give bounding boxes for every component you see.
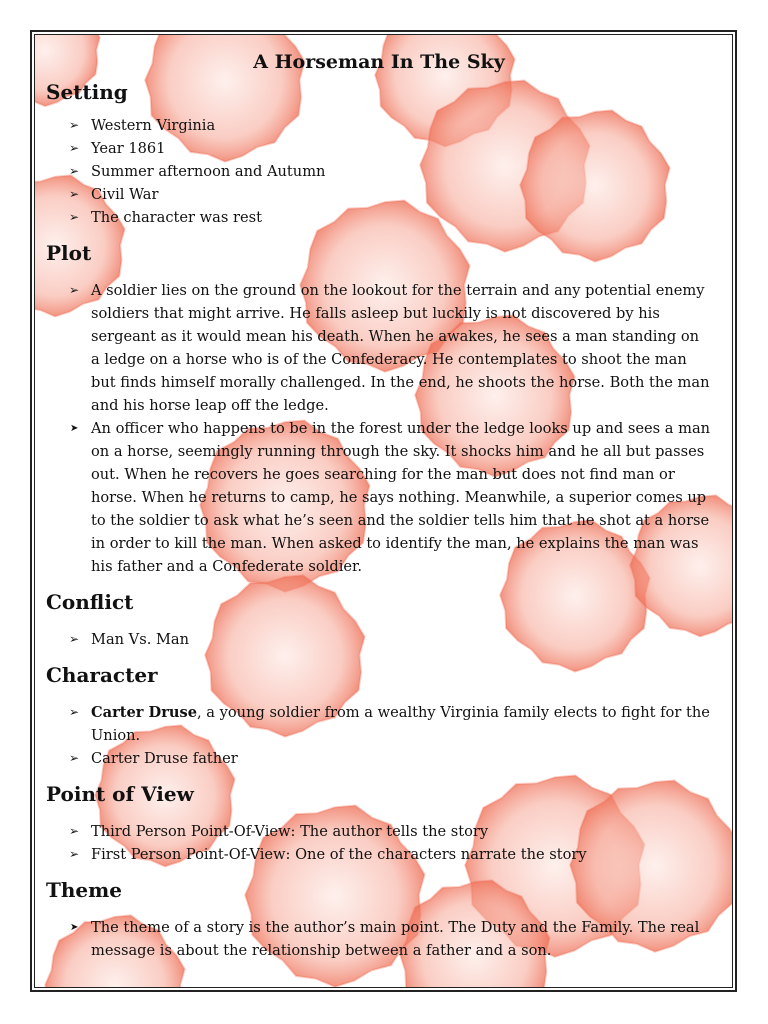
list-item: ➢ Civil War <box>46 183 712 206</box>
page-frame <box>34 34 733 988</box>
list-item: ➢ The character was rest <box>46 206 712 229</box>
list-item: ➢ First Person Point-Of-View: One of the characters narrate the story <box>46 843 712 866</box>
list-item: ➤ An officer who happens to be in the forest under the ledge looks up and sees a man on a horse, seemingly running through the sky. It shocks him and he all but passes out. When he recovers he goes searching for the man but does not find man or horse. When he returns to camp, he says nothing. Meanwhile, a superior comes up to the soldier to ask what he’s seen and the soldier tells him that he shot at a horse in order to kill the man. When asked to identify the man, he explains the man was his father and a Confederate soldier. <box>46 417 712 578</box>
arrow-bullet-icon: ➢ <box>69 141 80 155</box>
list-item: ➤ The theme of a story is the author’s main point. The Duty and the Family. The real message is about the relationship between a father and a son. <box>46 916 712 962</box>
list-item: ➢ Year 1861 <box>46 137 712 160</box>
arrow-bullet-icon: ➢ <box>69 118 80 132</box>
arrow-bullet-icon: ➢ <box>69 283 80 297</box>
arrow-bullet-icon: ➢ <box>69 632 80 646</box>
character-heading: Character <box>46 663 158 687</box>
list-item: ➢ Carter Druse, a young soldier from a wealthy Virginia family elects to fight for the Union. <box>46 701 712 747</box>
conflict-heading: Conflict <box>46 590 134 614</box>
point-of-view-heading: Point of View <box>46 782 194 806</box>
arrow-bullet-icon: ➢ <box>69 187 80 201</box>
point-of-view-list <box>46 820 712 866</box>
character-name: Carter Druse <box>91 704 198 721</box>
plot-list <box>46 279 712 578</box>
theme-heading: Theme <box>46 878 123 902</box>
arrow-bullet-icon: ➤ <box>70 423 79 434</box>
document-content <box>35 35 733 988</box>
list-item: ➢ Man Vs. Man <box>46 628 712 651</box>
arrow-bullet-icon: ➢ <box>69 751 80 765</box>
list-item: ➢ Third Person Point-Of-View: The author tells the story <box>46 820 712 843</box>
arrow-bullet-icon: ➤ <box>70 922 79 933</box>
setting-heading: Setting <box>46 80 128 104</box>
arrow-bullet-icon: ➢ <box>69 705 80 719</box>
theme-list <box>46 916 712 962</box>
arrow-bullet-icon: ➢ <box>69 847 80 861</box>
document-title: A Horseman In The Sky <box>253 51 505 73</box>
setting-list <box>46 114 712 229</box>
character-list <box>46 701 712 770</box>
list-item: ➢ Carter Druse father <box>46 747 712 770</box>
list-item: ➢ Western Virginia <box>46 114 712 137</box>
plot-heading: Plot <box>46 241 92 265</box>
arrow-bullet-icon: ➢ <box>69 164 80 178</box>
conflict-list <box>46 628 712 651</box>
arrow-bullet-icon: ➢ <box>69 824 80 838</box>
list-item: ➢ A soldier lies on the ground on the lookout for the terrain and any potential enemy soldiers that might arrive. He falls asleep but luckily is not discovered by his sergeant as it would mean his death. When he awakes, he sees a man standing on a ledge on a horse who is of the Confederacy. He contemplates to shoot the man but finds himself morally challenged. In the end, he shoots the horse. Both the man and his horse leap off the ledge. <box>46 279 712 417</box>
list-item: ➢ Summer afternoon and Autumn <box>46 160 712 183</box>
arrow-bullet-icon: ➢ <box>69 210 80 224</box>
